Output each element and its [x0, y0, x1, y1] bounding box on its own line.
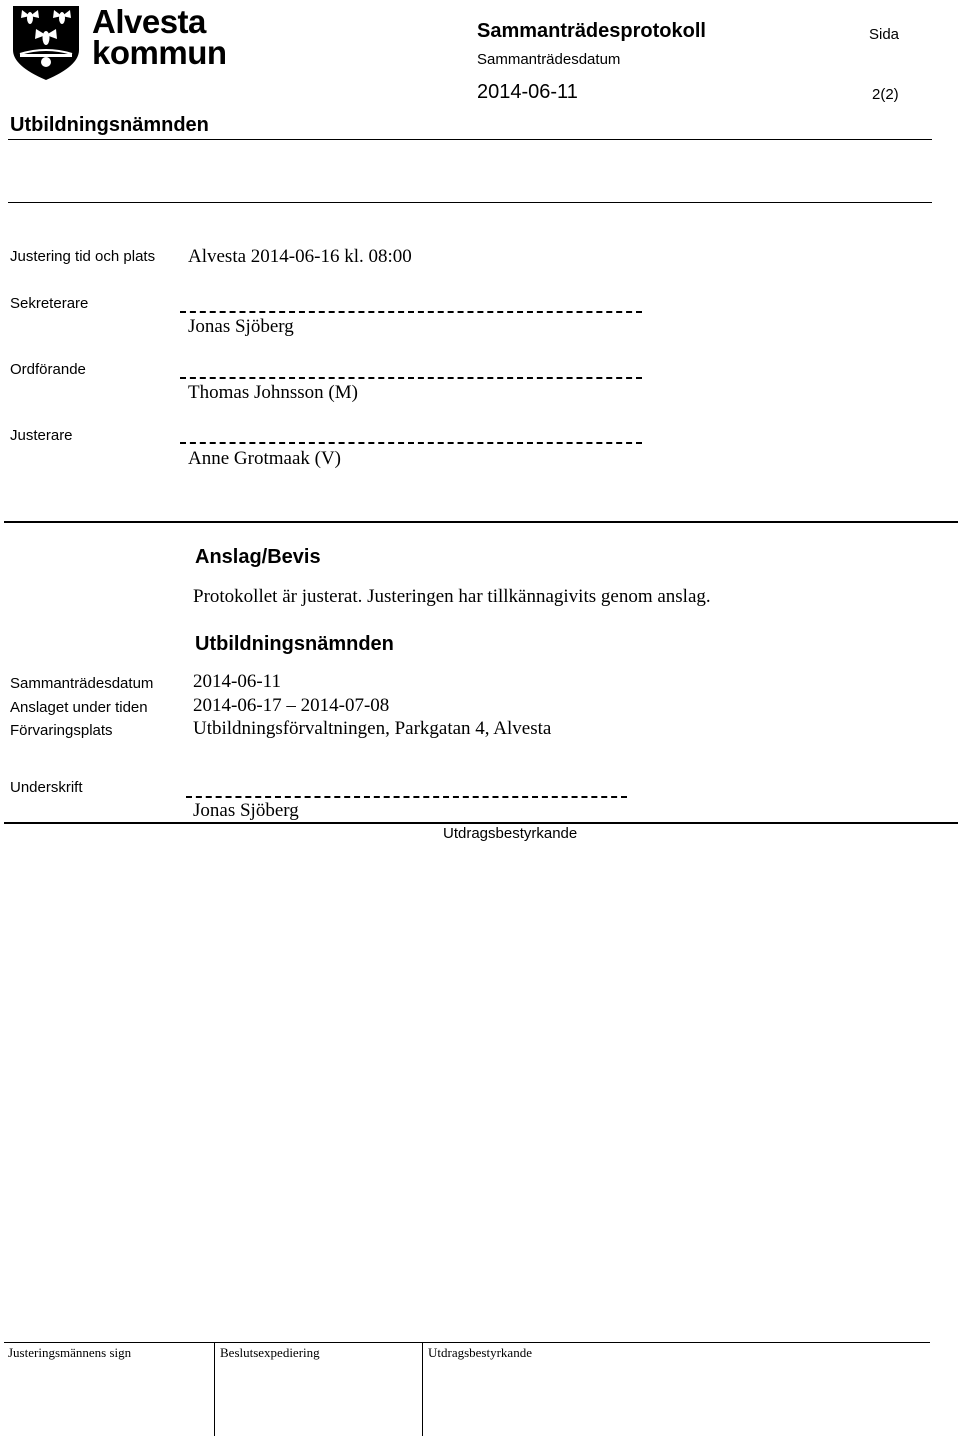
chair-name: Thomas Johnsson (M) [188, 382, 358, 403]
certified-label: Utdragsbestyrkande [443, 825, 578, 842]
section-divider [8, 202, 932, 203]
logo-wordmark [92, 3, 227, 71]
chair-label: Ordförande [10, 361, 86, 378]
notice-period-value: 2014-06-17 – 2014-07-08 [193, 695, 390, 716]
notice-bottom-border [4, 822, 958, 824]
notice-top-border [4, 521, 958, 523]
notice-statement: Protokollet är justerat. Justeringen har tillkännagivits genom anslag. [193, 586, 711, 607]
notice-heading: Anslag/Bevis [195, 546, 321, 568]
document-title: Sammanträdesprotokoll [477, 20, 706, 42]
notice-period-label: Anslaget under tiden [10, 699, 148, 716]
adjuster-label: Justerare [10, 427, 73, 444]
notice-body-name: Utbildningsnämnden [195, 633, 394, 655]
secretary-signature-line [180, 311, 642, 313]
time-place-value: Alvesta 2014-06-16 kl. 08:00 [188, 246, 412, 267]
footer-divider [4, 1342, 930, 1343]
notice-storage-value: Utbildningsförvaltningen, Parkgatan 4, Alvesta [193, 718, 552, 739]
adjuster-name: Anne Grotmaak (V) [188, 448, 342, 469]
footer-extract-certification: Utdragsbestyrkande [428, 1345, 532, 1360]
secretary-name: Jonas Sjöberg [188, 316, 294, 337]
notice-signature-line [186, 796, 627, 798]
logo-text-line2: kommun [92, 34, 227, 71]
adjuster-signature-line [180, 442, 642, 444]
time-place-label: Justering tid och plats [10, 248, 156, 265]
logo-text-line1: Alvesta [92, 3, 206, 40]
header-divider [8, 139, 932, 140]
page-number: 2(2) [872, 86, 899, 103]
municipality-crest-logo [10, 4, 82, 84]
notice-date-value: 2014-06-11 [193, 671, 281, 692]
signature-label: Underskrift [10, 779, 83, 796]
secretary-label: Sekreterare [10, 295, 89, 312]
notice-storage-label: Förvaringsplats [10, 722, 113, 739]
notice-date-label: Sammanträdesdatum [10, 675, 154, 692]
chair-signature-line [180, 377, 642, 379]
footer-adjusters-sign: Justeringsmännens sign [8, 1345, 132, 1360]
footer-decision-dispatch: Beslutsexpediering [220, 1345, 320, 1360]
meeting-date-value: 2014-06-11 [477, 81, 578, 103]
footer-column-divider-2 [422, 1342, 423, 1436]
board-name: Utbildningsnämnden [10, 114, 209, 136]
footer-column-divider-1 [214, 1342, 215, 1436]
meeting-date-label: Sammanträdesdatum [477, 51, 621, 68]
signature-name: Jonas Sjöberg [193, 800, 299, 821]
page-label: Sida [869, 26, 900, 43]
